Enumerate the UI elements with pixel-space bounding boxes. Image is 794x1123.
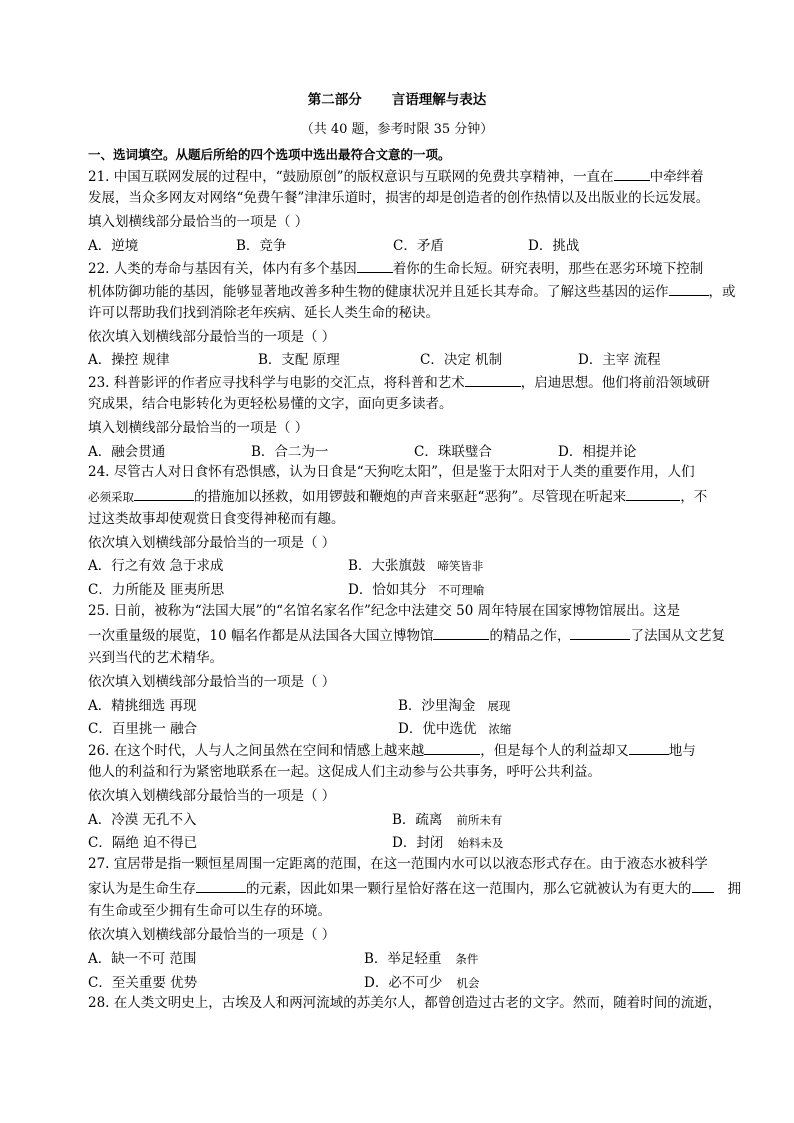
q21-option-b[interactable]: B．竞争 bbox=[236, 238, 287, 254]
q22-option-b[interactable]: B．支配 原理 bbox=[258, 352, 340, 368]
answer-blank bbox=[570, 625, 630, 640]
q26-option-c[interactable]: C．隔绝 迫不得已 bbox=[88, 835, 198, 851]
q26-line-2: 他人的利益和行为紧密地联系在一起。这促成人们主动参与公共事务，呼吁公共利益。 bbox=[88, 764, 601, 780]
q21-prompt: 填入划横线部分最恰当的一项是（ ） bbox=[88, 214, 309, 230]
section-heading: 一、选词填空。从题后所给的四个选项中选出最符合文意的一项。 bbox=[88, 147, 451, 162]
answer-blank bbox=[134, 486, 194, 501]
q24-option-b[interactable]: B．大张旗鼓 啼笑皆非 bbox=[348, 558, 484, 574]
q23-prompt: 填入划横线部分最恰当的一项是（ ） bbox=[88, 420, 309, 436]
q28-line-1: 28. 在人类文明史上，古埃及人和两河流域的苏美尔人，都曾创造过古老的文字。然而，随着时间的流逝， bbox=[88, 995, 722, 1011]
q25-option-b[interactable]: B．沙里淘金 展现 bbox=[398, 698, 511, 714]
q27-option-b[interactable]: B．举足轻重 条件 bbox=[364, 951, 479, 967]
q22-line-3: 许可以帮助我们找到消除老年疾病、延长人类生命的秘诀。 bbox=[88, 305, 439, 321]
q21-option-c[interactable]: C．矛盾 bbox=[393, 238, 444, 254]
q22-line-1: 22. 人类的寿命与基因有关，体内有多个基因 着你的生命长短。研究表明，那些在恶劣环境下控制 bbox=[88, 258, 703, 278]
answer-blank bbox=[614, 166, 650, 181]
q23-option-c[interactable]: C．珠联璧合 bbox=[414, 444, 492, 460]
q27-line-1: 27. 宜居带是指一颗恒星周围一定距离的范围，在这一范围内水可以以液态形式存在。由于液态水被科学 bbox=[88, 856, 708, 872]
answer-blank bbox=[357, 258, 393, 273]
q26-option-b[interactable]: B．疏离 前所未有 bbox=[392, 812, 503, 828]
q26-line-1: 26. 在这个时代，人与人之间虽然在空间和情感上越来越 ，但是每个人的利益却又 地与 bbox=[88, 740, 696, 760]
q26-option-d[interactable]: D．封闭 始料未及 bbox=[392, 835, 504, 851]
q22-option-c[interactable]: C．决定 机制 bbox=[420, 352, 503, 368]
q24-line-3: 过这类故事却使观赏日食变得神秘而有趣。 bbox=[88, 511, 345, 527]
q24-prompt: 依次填入划横线部分最恰当的一项是（ ） bbox=[88, 535, 336, 551]
q22-prompt: 依次填入划横线部分最恰当的一项是（ ） bbox=[88, 329, 336, 345]
q22-line-2: 机体防御功能的基因，能够显著地改善多种生物的健康状况并且延长其寿命。了解这些基因的运作 ，或 bbox=[88, 281, 736, 301]
part-name: 言语理解与表达 bbox=[391, 92, 487, 108]
answer-blank bbox=[626, 486, 680, 501]
part-title bbox=[0, 88, 794, 108]
q27-option-a[interactable]: A．缺一不可 范围 bbox=[88, 951, 197, 967]
answer-blank bbox=[433, 625, 489, 640]
q25-option-a[interactable]: A．精挑细选 再现 bbox=[88, 698, 197, 714]
q25-option-d[interactable]: D．优中选优 浓缩 bbox=[398, 721, 512, 737]
q21-option-d[interactable]: D．挑战 bbox=[528, 238, 580, 254]
answer-blank bbox=[669, 281, 709, 296]
answer-blank bbox=[424, 740, 480, 755]
q27-option-d[interactable]: D．必不可少 机会 bbox=[364, 975, 480, 991]
q24-option-a[interactable]: A．行之有效 急于求成 bbox=[88, 558, 224, 574]
q27-prompt: 依次填入划横线部分最恰当的一项是（ ） bbox=[88, 927, 336, 943]
q23-option-b[interactable]: B．合二为一 bbox=[251, 444, 329, 460]
q24-line-2: 必须采取 的措施加以拯救，如用锣鼓和鞭炮的声音来驱赶“恶狗”。尽管现在听起来 ，不 bbox=[88, 486, 707, 506]
q25-line-1: 25. 日前，被称为“法国大展”的“名馆名家名作”纪念中法建交 50 周年特展在国家博物馆展出。这是 bbox=[88, 603, 681, 619]
q27-line-2: 家认为是生命生存 的元素，因此如果一颗行星恰好落在这一范围内，那么它就被认为有更大的 拥 bbox=[88, 878, 741, 898]
q25-line-2: 一次重量级的展览，10 幅名作都是从法国各大国立博物馆 的精品之作， 了法国从文艺复 bbox=[88, 625, 725, 645]
q23-option-d[interactable]: D．相提并论 bbox=[558, 444, 637, 460]
answer-blank bbox=[629, 740, 669, 755]
q24-option-d[interactable]: D．恰如其分 不可理喻 bbox=[348, 582, 485, 598]
q25-prompt: 依次填入划横线部分最恰当的一项是（ ） bbox=[88, 674, 336, 690]
answer-blank bbox=[465, 372, 521, 387]
q21-option-a[interactable]: A．逆境 bbox=[88, 238, 139, 254]
q25-line-3: 兴到当代的艺术精华。 bbox=[88, 650, 223, 666]
q23-option-a[interactable]: A．融会贯通 bbox=[88, 444, 166, 460]
q24-line-1: 24. 尽管古人对日食怀有恐惧感，认为日食是“天狗吃太阳”，但是鉴于太阳对于人类的重要作用，人们 bbox=[88, 464, 695, 480]
q27-option-c[interactable]: C．至关重要 优势 bbox=[88, 975, 198, 991]
part-number: 第二部分 bbox=[307, 92, 362, 108]
q26-option-a[interactable]: A．冷漠 无孔不入 bbox=[88, 812, 197, 828]
q23-line-1: 23. 科普影评的作者应寻找科学与电影的交汇点，将科普和艺术 ，启迪思想。他们将前沿领域研 bbox=[88, 372, 710, 392]
answer-blank bbox=[196, 878, 246, 893]
q27-line-3: 有生命或至少拥有生命可以生存的环境。 bbox=[88, 903, 331, 919]
q21-line-1: 21. 中国互联网发展的过程中，“鼓励原创”的版权意识与互联网的免费共享精神，一直在 中牵绊着 bbox=[88, 166, 704, 186]
part-subtitle: （共 40 题，参考时限 35 分钟） bbox=[300, 122, 494, 137]
q21-line-2: 发展，当众多网友对网络“免费午餐”津津乐道时，损害的却是创造者的创作热情以及出版业的长远发展。 bbox=[88, 190, 710, 206]
answer-blank bbox=[692, 878, 714, 893]
q22-option-d[interactable]: D．主宰 流程 bbox=[578, 352, 661, 368]
q23-line-2: 究成果，结合电影转化为更轻松易懂的文字，面向更多读者。 bbox=[88, 396, 453, 412]
q25-option-c[interactable]: C．百里挑一 融合 bbox=[88, 721, 198, 737]
q26-prompt: 依次填入划横线部分最恰当的一项是（ ） bbox=[88, 788, 336, 804]
q24-option-c[interactable]: C．力所能及 匪夷所思 bbox=[88, 582, 225, 598]
q22-option-a[interactable]: A．操控 规律 bbox=[88, 352, 170, 368]
